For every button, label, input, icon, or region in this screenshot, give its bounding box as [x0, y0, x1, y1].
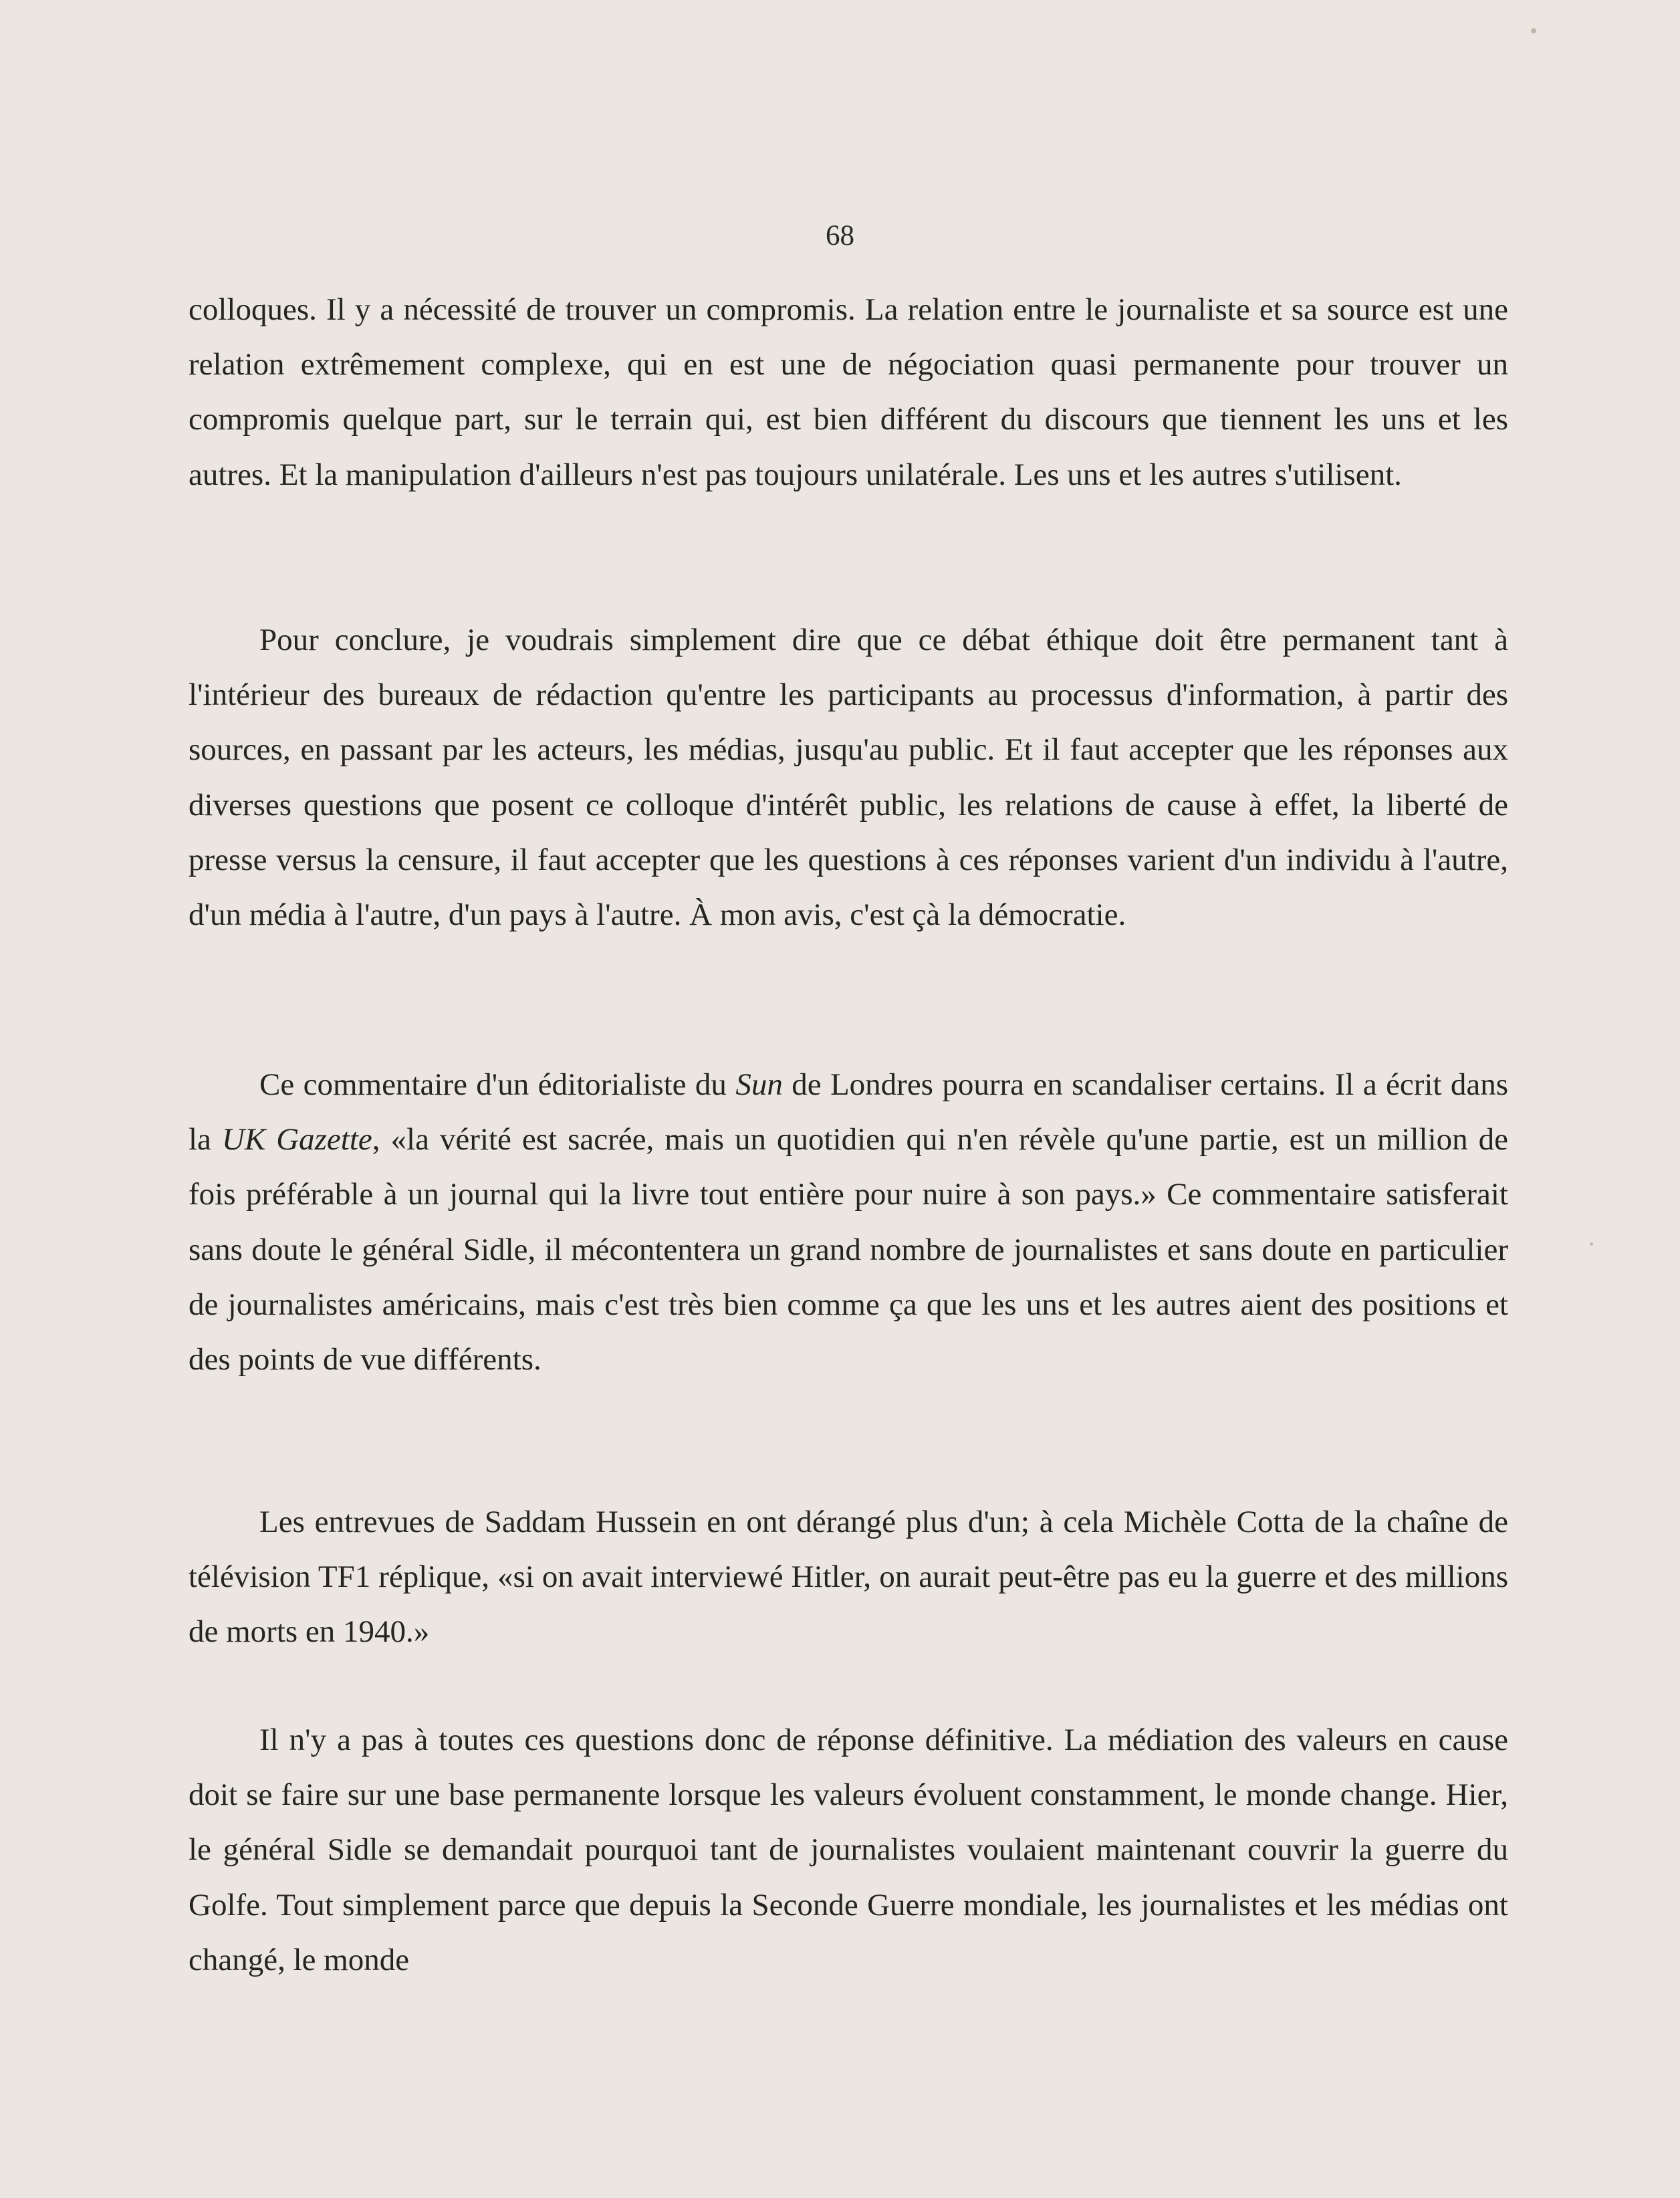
paper-speck	[1590, 1242, 1593, 1246]
paragraph-5	[189, 1713, 1508, 1987]
paragraph-2	[189, 613, 1508, 942]
text-segment: Il n'y a pas à toutes ces questions donc de réponse définitive. La médiation des valeurs en cause doit se faire sur une base permanente lorsque les valeurs évoluent constamment, le monde change. Hier, le général Sidle se demandait pourquoi tant de journalistes voulaient maintenant couvrir la guerre du Golfe. Tout simplement parce que depuis la Seconde Guerre mondiale, les journalistes et les médias ont changé, le monde	[189, 1723, 1508, 1977]
italic-title-uk-gazette: UK Gazette	[221, 1122, 372, 1158]
paragraph-text	[189, 613, 1508, 942]
text-segment: Ce commentaire d'un éditorialiste du	[259, 1067, 736, 1102]
paragraph-text	[189, 1057, 1508, 1387]
paragraph-4	[189, 1495, 1508, 1660]
paragraph-text	[189, 1495, 1508, 1660]
paragraph-1	[189, 282, 1508, 502]
paper-speck	[1531, 28, 1536, 33]
text-segment: , «la vérité est sacrée, mais un quotidien qui n'en révèle qu'une partie, est un million de fois préférable à un journal qui la livre tout entière pour nuire à son pays.» Ce commentaire satisferait sans doute le général Sidle, il mécontentera un grand nombre de journalistes et sans doute en particulier de journalistes américains, mais c'est très bien comme ça que les uns et les autres aient des positions et des points de vue différents.	[189, 1122, 1509, 1378]
text-segment: Pour conclure, je voudrais simplement dire que ce débat éthique doit être permanent tant à l'intérieur des bureaux de rédaction qu'entre les participants au processus d'information, à partir des sources, en passant par les acteurs, les médias, jusqu'au public. Et il faut accepter que les réponses aux diverses questions que posent ce colloque d'intérêt public, les relations de cause à effet, la liberté de presse versus la censure, il faut accepter que les questions à ces réponses varient d'un individu à l'autre, d'un média à l'autre, d'un pays à l'autre. À mon avis, c'est çà la démocratie.	[189, 623, 1508, 933]
page-number: 68	[826, 220, 854, 251]
paragraph-text	[189, 282, 1508, 502]
text-segment: de Londres pourra en scandaliser certains. Il a écrit dans la	[189, 1067, 1508, 1158]
italic-title-sun: Sun	[735, 1067, 783, 1102]
paragraph-3	[189, 1057, 1508, 1387]
text-segment: Les entrevues de Saddam Hussein en ont dérangé plus d'un; à cela Michèle Cotta de la chaîne de télévision TF1 réplique, «si on avait interviewé Hitler, on aurait peut-être pas eu la guerre et des millions de morts en 1940.»	[189, 1505, 1508, 1650]
text-segment: colloques. Il y a nécessité de trouver un compromis. La relation entre le journaliste et sa source est une relation extrêmement complexe, qui en est une de négociation quasi permanente pour trouver un compromis quelque part, sur le terrain qui, est bien différent du discours que tiennent les uns et les autres. Et la manipulation d'ailleurs n'est pas toujours unilatérale. Les uns et les autres s'utilisent.	[189, 292, 1508, 492]
paragraph-text	[189, 1713, 1508, 1987]
